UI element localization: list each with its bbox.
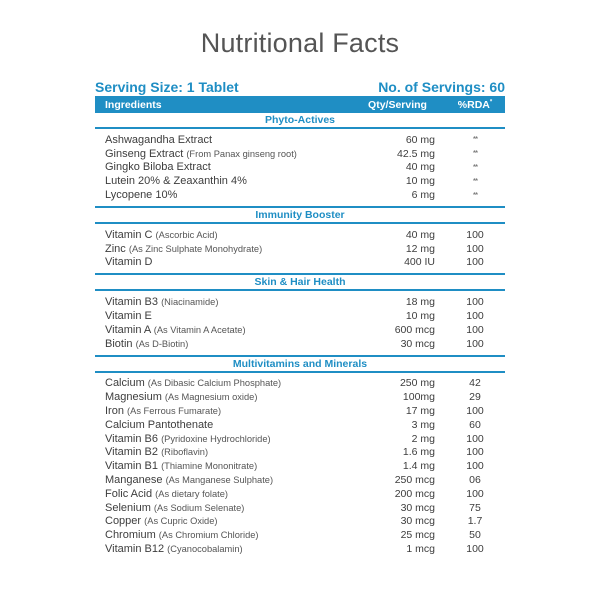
ingredient-source: (As Sodium Selenate) xyxy=(153,502,245,513)
section xyxy=(95,357,505,560)
section-title: Skin & Hair Health xyxy=(95,275,505,291)
qty-cell: 400 IU xyxy=(404,256,435,269)
rda-cell: ** xyxy=(472,176,478,186)
table-row xyxy=(95,323,505,337)
qty-cell: 12 mg xyxy=(405,242,435,255)
ingredient-cell xyxy=(95,134,350,146)
qty-cell: 2 mg xyxy=(411,432,435,445)
table-row xyxy=(95,147,505,161)
rda-cell: 100 xyxy=(466,296,484,309)
ingredient-name: Chromium xyxy=(105,529,156,542)
ingredient-name: Zinc xyxy=(105,242,126,255)
qty-cell: 100mg xyxy=(402,391,435,404)
ingredient-name: Vitamin E xyxy=(105,310,152,323)
qty-cell: 600 mcg xyxy=(394,323,435,336)
ingredient-cell xyxy=(95,405,350,417)
ingredient-source: (As Zinc Sulphate Monohydrate) xyxy=(128,243,263,254)
table-row xyxy=(95,133,505,147)
table-row xyxy=(95,487,505,501)
page-title: Nutritional Facts xyxy=(200,28,400,58)
ingredient-source: (As Cupric Oxide) xyxy=(144,516,218,527)
rda-cell: 100 xyxy=(466,256,484,269)
ingredient-cell xyxy=(95,338,350,350)
ingredient-name: Vitamin B2 xyxy=(105,446,158,459)
table-row xyxy=(95,337,505,351)
table-row xyxy=(95,515,505,529)
ingredient-source: (As Magnesium oxide) xyxy=(164,392,258,403)
ingredient-name: Vitamin A xyxy=(105,323,151,336)
ingredient-cell xyxy=(95,391,350,403)
table-row xyxy=(95,228,505,242)
section xyxy=(95,275,505,356)
ingredient-cell xyxy=(95,433,350,445)
ingredient-cell xyxy=(95,529,350,541)
rda-cell: 100 xyxy=(466,310,484,323)
ingredient-cell xyxy=(95,419,350,431)
ingredient-name: Magnesium xyxy=(105,391,162,404)
ingredient-name: Iron xyxy=(105,405,124,418)
ingredient-source: (As Ferrous Fumarate) xyxy=(127,406,222,417)
nutrition-table xyxy=(95,96,505,560)
section-rows xyxy=(95,224,505,273)
header-rda-label: %RDA xyxy=(457,98,490,111)
ingredient-name: Gingko Biloba Extract xyxy=(105,161,211,174)
ingredient-source: (As Vitamin A Acetate) xyxy=(153,324,246,335)
rda-cell: 100 xyxy=(466,405,484,418)
ingredient-cell xyxy=(95,460,350,472)
ingredient-name: Vitamin B12 xyxy=(105,543,165,556)
table-header xyxy=(95,96,505,113)
qty-cell: 30 mcg xyxy=(400,515,435,528)
ingredient-cell xyxy=(95,324,350,336)
table-row xyxy=(95,446,505,460)
rda-cell: 100 xyxy=(466,487,484,500)
qty-cell: 250 mcg xyxy=(394,474,435,487)
section-title: Immunity Booster xyxy=(95,208,505,224)
rda-cell: 06 xyxy=(469,474,481,487)
qty-cell: 200 mcg xyxy=(394,487,435,500)
ingredient-cell xyxy=(95,515,350,527)
table-row xyxy=(95,188,505,202)
ingredient-cell xyxy=(95,446,350,458)
table-sections xyxy=(95,113,505,560)
rda-cell: 100 xyxy=(466,228,484,241)
table-row xyxy=(95,404,505,418)
ingredient-source: (Riboflavin) xyxy=(161,447,209,458)
ingredient-cell xyxy=(95,229,350,241)
table-row xyxy=(95,256,505,270)
rda-cell: 29 xyxy=(469,391,481,404)
ingredient-name: Lutein 20% & Zeaxanthin 4% xyxy=(105,175,247,188)
ingredient-cell xyxy=(95,175,350,187)
table-row xyxy=(95,242,505,256)
section-title: Multivitamins and Minerals xyxy=(95,357,505,373)
ingredient-name: Folic Acid xyxy=(105,487,153,500)
qty-cell: 30 mcg xyxy=(400,337,435,350)
table-row xyxy=(95,528,505,542)
ingredient-source: (Thiamine Mononitrate) xyxy=(161,461,258,472)
header-ingredients: Ingredients xyxy=(105,98,162,111)
ingredient-cell xyxy=(95,243,350,255)
rda-cell: 100 xyxy=(466,543,484,556)
ingredient-name: Manganese xyxy=(105,474,163,487)
header-rda-mark: * xyxy=(489,99,493,105)
rda-cell: 75 xyxy=(469,501,481,514)
rda-cell: 1.7 xyxy=(467,515,483,528)
rda-cell: ** xyxy=(472,162,478,172)
rda-cell: 100 xyxy=(466,337,484,350)
qty-cell: 250 mg xyxy=(399,377,435,390)
ingredient-source: (Cyanocobalamin) xyxy=(167,544,243,555)
ingredient-name: Selenium xyxy=(105,501,151,514)
ingredient-source: (As Manganese Sulphate) xyxy=(165,475,274,486)
ingredient-source: (As Dibasic Calcium Phosphate) xyxy=(147,378,282,389)
serving-info xyxy=(95,77,505,97)
table-row xyxy=(95,459,505,473)
ingredient-cell xyxy=(95,148,350,160)
rda-cell: 50 xyxy=(469,529,481,542)
servings-count: No. of Servings: 60 xyxy=(378,79,505,95)
ingredient-name: Biotin xyxy=(105,337,133,350)
table-row xyxy=(95,432,505,446)
section xyxy=(95,113,505,208)
ingredient-cell xyxy=(95,377,350,389)
rda-cell: 42 xyxy=(469,377,481,390)
qty-cell: 3 mg xyxy=(411,418,435,431)
qty-cell: 40 mg xyxy=(405,228,435,241)
qty-cell: 10 mg xyxy=(405,175,435,188)
table-row xyxy=(95,390,505,404)
table-row xyxy=(95,418,505,432)
table-row xyxy=(95,473,505,487)
rda-cell: ** xyxy=(472,135,478,145)
qty-cell: 18 mg xyxy=(405,296,435,309)
ingredient-source: (As Chromium Chloride) xyxy=(158,530,259,541)
qty-cell: 25 mcg xyxy=(400,529,435,542)
section xyxy=(95,208,505,275)
table-row xyxy=(95,377,505,391)
ingredient-cell xyxy=(95,310,350,322)
header-qty: Qty/Serving xyxy=(368,98,427,111)
serving-size: Serving Size: 1 Tablet xyxy=(95,79,239,95)
qty-cell: 1.6 mg xyxy=(402,446,435,459)
ingredient-source: (From Panax ginseng root) xyxy=(186,148,297,159)
ingredient-cell xyxy=(95,488,350,500)
ingredient-name: Copper xyxy=(105,515,142,528)
ingredient-cell xyxy=(95,256,350,268)
ingredient-cell xyxy=(95,502,350,514)
section-rows xyxy=(95,291,505,354)
ingredient-name: Vitamin B1 xyxy=(105,460,158,473)
ingredient-cell xyxy=(95,189,350,201)
table-row xyxy=(95,174,505,188)
table-row xyxy=(95,309,505,323)
qty-cell: 40 mg xyxy=(405,161,435,174)
qty-cell: 6 mg xyxy=(411,189,435,202)
ingredient-source: (As D-Biotin) xyxy=(135,338,189,349)
rda-cell: ** xyxy=(472,190,478,200)
ingredient-source: (Pyridoxine Hydrochloride) xyxy=(161,433,271,444)
ingredient-name: Vitamin C xyxy=(105,228,153,241)
ingredient-cell xyxy=(95,161,350,173)
ingredient-name: Calcium Pantothenate xyxy=(105,418,214,431)
rda-cell: 100 xyxy=(466,242,484,255)
ingredient-name: Lycopene 10% xyxy=(105,189,178,202)
rda-cell: 100 xyxy=(466,446,484,459)
ingredient-name: Vitamin B6 xyxy=(105,432,158,445)
rda-cell: 60 xyxy=(469,418,481,431)
rda-cell: 100 xyxy=(466,460,484,473)
section-title: Phyto-Actives xyxy=(95,113,505,129)
ingredient-cell xyxy=(95,474,350,486)
ingredient-source: (As dietary folate) xyxy=(155,488,228,499)
qty-cell: 42.5 mg xyxy=(397,147,435,160)
ingredient-name: Vitamin D xyxy=(105,256,153,269)
ingredient-name: Ashwagandha Extract xyxy=(105,133,213,146)
ingredient-source: (Ascorbic Acid) xyxy=(155,229,218,240)
qty-cell: 30 mcg xyxy=(400,501,435,514)
section-rows xyxy=(95,373,505,560)
qty-cell: 17 mg xyxy=(405,405,435,418)
header-rda xyxy=(445,99,505,111)
table-row xyxy=(95,161,505,175)
qty-cell: 60 mg xyxy=(405,133,435,146)
ingredient-name: Vitamin B3 xyxy=(105,296,158,309)
section-rows xyxy=(95,129,505,206)
table-row xyxy=(95,295,505,309)
ingredient-name: Calcium xyxy=(105,377,145,390)
qty-cell: 10 mg xyxy=(405,310,435,323)
ingredient-name: Ginseng Extract xyxy=(105,147,184,160)
ingredient-cell xyxy=(95,543,350,555)
rda-cell: ** xyxy=(472,149,478,159)
qty-cell: 1.4 mg xyxy=(402,460,435,473)
table-row xyxy=(95,542,505,556)
ingredient-cell xyxy=(95,296,350,308)
rda-cell: 100 xyxy=(466,432,484,445)
table-row xyxy=(95,501,505,515)
rda-cell: 100 xyxy=(466,323,484,336)
qty-cell: 1 mcg xyxy=(406,543,435,556)
ingredient-source: (Niacinamide) xyxy=(161,297,219,308)
